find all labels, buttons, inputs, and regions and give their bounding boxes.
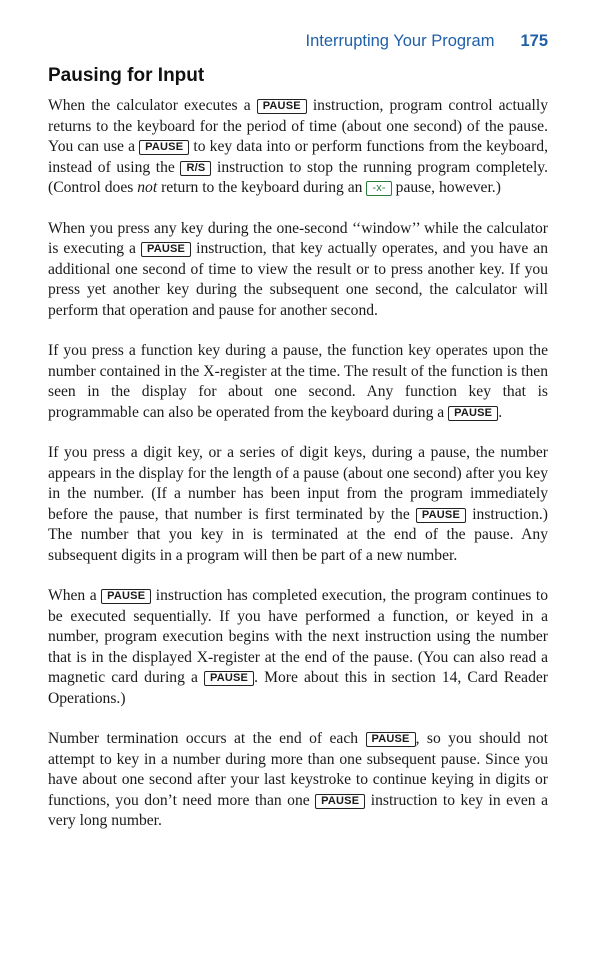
text-run: If you press a digit key, or a series of digit keys, during a pause, the number appears in the display for the length of a pause (about one second) after you key in the number. (If a number has been input from the program immediately before the pause, that number is first terminated by the (48, 444, 548, 523)
text-run: instruction has completed execution, the program continues to be executed sequentially. If you have performed a function, or keyed in a number, program execution begins with the next instruction using the number that is in the displayed X-register at the end of the pause. (You can also read a magnetic card during a (48, 587, 548, 686)
text-run: , so you should not attempt to key in a number during more than one subsequent pause. Since you have about one second after your last keystroke to continue keying in digits or functions, you don’t need more than one (48, 730, 548, 809)
text-run: instruction to key in even a very long number. (48, 791, 548, 829)
pause-key: PAUSE (101, 589, 151, 604)
text-run: return to the keyboard during an (157, 179, 367, 196)
text-run: . More about this in section 14, Card Reader Operations.) (48, 669, 548, 707)
text-run: When you press any key during the one-second ‘‘window’’ while the calculator is executing a (48, 219, 548, 257)
paragraph-4 (48, 443, 548, 566)
x-key: -x- (366, 181, 391, 196)
pause-key: PAUSE (139, 140, 189, 155)
text-run: . (498, 403, 503, 421)
text-run: instruction, that key actually operates, and you have an additional one second of time to view the result or to press another key. If you press yet another key during the subsequent one second, the calculator will perform that operation and pause for another second. (48, 240, 548, 319)
text-run: instruction, program control actually returns to the keyboard for the period of time (about one second) of the pause. You can use a (48, 97, 548, 155)
text-run: When the calculator executes a (48, 97, 257, 114)
emphasis-text: not (137, 179, 158, 196)
text-run: When a (48, 587, 102, 604)
text-run: Number termination occurs at the end of each (48, 730, 366, 747)
pause-key: PAUSE (315, 794, 365, 809)
paragraph-5 (48, 586, 548, 709)
pause-key: PAUSE (416, 508, 466, 523)
running-header (48, 28, 548, 54)
page (48, 28, 548, 852)
page-number: 175 (520, 32, 548, 50)
run-stop-key: R/S (180, 161, 211, 176)
text-run: to key data into or perform functions from the keyboard, instead of using the (48, 138, 548, 176)
paragraph-2 (48, 219, 548, 322)
text-run: instruction to stop the running program completely. (Control does (48, 158, 548, 196)
pause-key: PAUSE (204, 671, 254, 686)
text-run: If you press a function key during a pause, the function key operates upon the number contained in the X-register at the time. The result of the function is then seen in the display for about one second. Any function key that is programmable can also be operated from the keyboard during a (48, 342, 548, 421)
section-heading: Pausing for Input (48, 65, 205, 86)
paragraph-6 (48, 729, 548, 832)
paragraph-1 (48, 96, 548, 199)
pause-key: PAUSE (257, 99, 307, 114)
paragraph-3 (48, 341, 548, 423)
pause-key: PAUSE (366, 732, 416, 747)
text-run: pause, however.) (391, 179, 501, 196)
text-run: instruction.) The number that you key in is terminated at the end of the pause. Any subsequent digits in a program will then be part of a new number. (48, 505, 548, 564)
pause-key: PAUSE (448, 406, 498, 421)
pause-key: PAUSE (141, 242, 191, 257)
chapter-title: Interrupting Your Program (305, 32, 495, 50)
